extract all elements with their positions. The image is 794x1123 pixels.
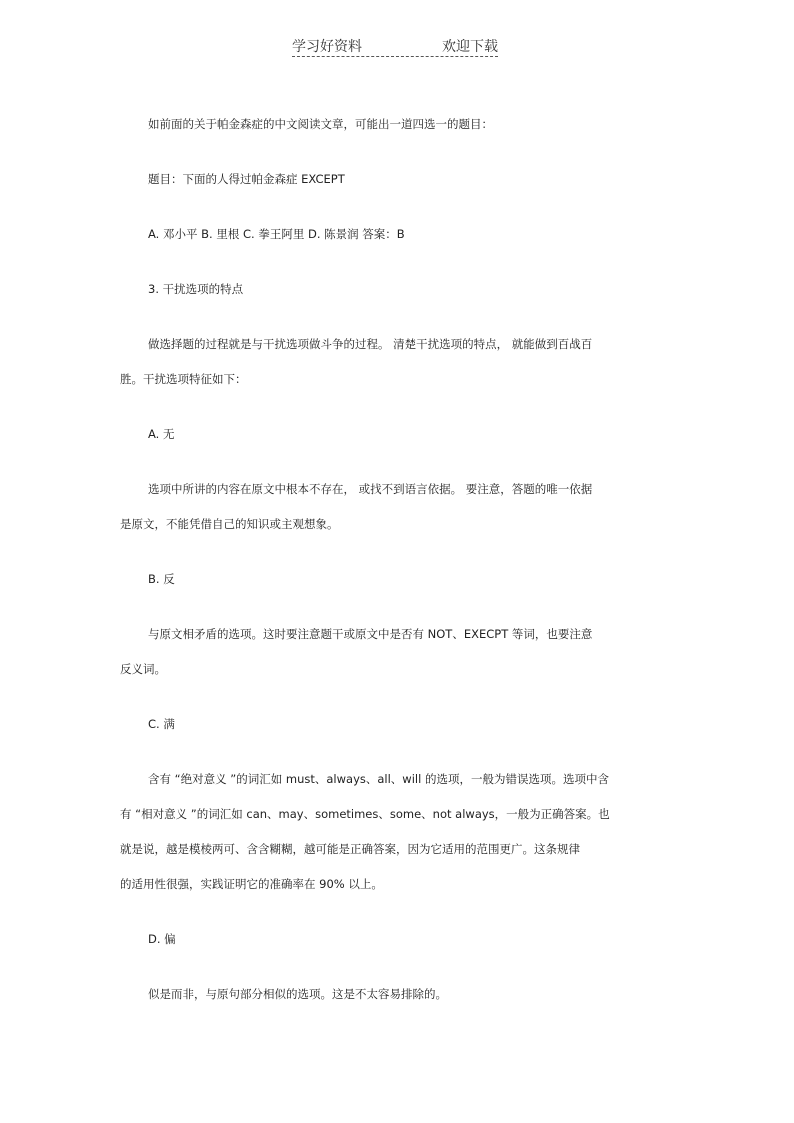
paragraph-line: 选项中所讲的内容在原文中根本不存在， 或找不到语言依据。 要注意，答题的唯一依据: [148, 482, 593, 496]
header-right-text: 欢迎下载: [442, 39, 498, 55]
paragraph-line: 胜。干扰选项特征如下：: [120, 372, 247, 386]
paragraph-line: 做选择题的过程就是与干扰选项做斗争的过程。 清楚干扰选项的特点， 就能做到百战百: [148, 337, 593, 351]
options-line: A. 邓小平 B. 里根 C. 拳王阿里 D. 陈景润 答案：B: [148, 227, 405, 241]
paragraph-line: 是原文，不能凭借自己的知识或主观想象。: [120, 517, 339, 531]
paragraph-line: 与原文相矛盾的选项。这时要注意题干或原文中是否有 NOT、EXECPT 等词，也要注意: [148, 627, 593, 641]
question-line: 题目：下面的人得过帕金森症 EXCEPT: [148, 172, 345, 186]
paragraph-line: 似是而非，与原句部分相似的选项。这是不太容易排除的。: [148, 987, 447, 1001]
paragraph-line: 含有 “绝对意义 ”的词汇如 must、always、all、will 的选项，一般为错误选项。选项中含: [148, 772, 609, 786]
paragraph-line: 的适用性很强，实践证明它的准确率在 90% 以上。: [120, 877, 383, 891]
section-heading: 3. 干扰选项的特点: [148, 282, 244, 296]
paragraph-line: 有 “相对意义 ”的词汇如 can、may、sometimes、some、not always，一般为正确答案。也: [120, 807, 610, 821]
paragraph-line: 就是说，越是模棱两可、含含糊糊，越可能是正确答案，因为它适用的范围更广。这条规律: [120, 842, 580, 856]
subheading-a: A. 无: [148, 427, 175, 441]
intro-line: 如前面的关于帕金森症的中文阅读文章，可能出一道四选一的题目：: [148, 117, 493, 131]
page-header: [292, 36, 498, 57]
header-left-text: 学习好资料: [292, 39, 362, 55]
subheading-c: C. 满: [148, 717, 175, 731]
subheading-d: D. 偏: [148, 932, 176, 946]
subheading-b: B. 反: [148, 572, 175, 586]
paragraph-line: 反义词。: [120, 662, 166, 676]
